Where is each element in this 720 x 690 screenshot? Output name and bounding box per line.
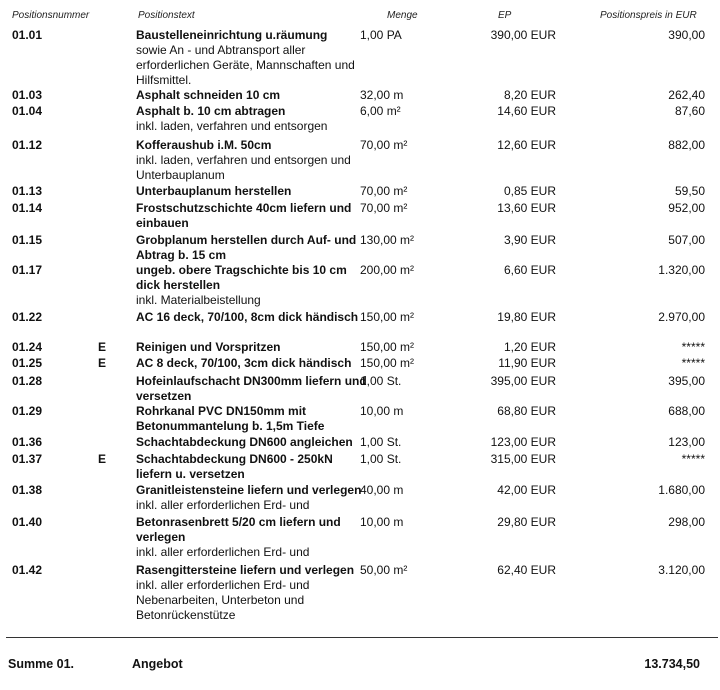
position-price: 1.680,00 <box>658 483 705 497</box>
position-title: Rasengittersteine liefern und verlegen <box>136 563 355 577</box>
position-number: 01.29 <box>12 404 43 418</box>
position-price: 298,00 <box>668 515 705 529</box>
position-title: Granitleistensteine liefern und verlegen <box>136 483 362 497</box>
position-text <box>136 483 368 513</box>
position-text <box>136 104 368 134</box>
position-unit-price: 6,60 EUR <box>503 263 556 277</box>
position-number: 01.01 <box>12 28 43 42</box>
position-mark: E <box>98 452 107 466</box>
position-price: ***** <box>681 356 705 370</box>
header-unit-price: EP <box>498 10 512 21</box>
position-unit-price: 11,90 EUR <box>498 356 556 370</box>
position-unit-price: 1,20 EUR <box>503 340 556 354</box>
position-number: 01.13 <box>12 184 43 198</box>
position-number: 01.03 <box>12 88 43 102</box>
position-title: Schachtabdeckung DN600 - 250kN liefern u. versetzen <box>136 452 333 481</box>
position-number: 01.25 <box>12 356 43 370</box>
position-unit-price: 13,60 EUR <box>497 201 556 215</box>
position-quantity: 130,00 m² <box>360 233 415 247</box>
position-number: 01.04 <box>12 104 43 118</box>
position-text <box>136 340 368 355</box>
position-unit-price: 42,00 EUR <box>497 483 556 497</box>
position-number: 01.42 <box>12 563 43 577</box>
position-number: 01.12 <box>12 138 43 152</box>
position-mark: E <box>98 340 107 354</box>
position-title: Grobplanum herstellen durch Auf- und Abtrag b. 15 cm <box>136 233 357 262</box>
position-title: Reinigen und Vorspritzen <box>136 340 281 354</box>
position-unit-price: 12,60 EUR <box>497 138 556 152</box>
position-price: 2.970,00 <box>658 310 705 324</box>
position-number: 01.17 <box>12 263 43 277</box>
position-description: inkl. aller erforderlichen Erd- und Nebenarbeiten, Unterbeton und Betonrückenstütze <box>136 578 310 622</box>
position-price: 882,00 <box>668 138 705 152</box>
position-text <box>136 356 368 371</box>
summary-divider <box>6 637 718 638</box>
position-text <box>136 452 368 482</box>
position-text <box>136 201 368 231</box>
position-unit-price: 29,80 EUR <box>497 515 556 529</box>
position-number: 01.37 <box>12 452 43 466</box>
position-number: 01.40 <box>12 515 43 529</box>
position-title: Kofferaushub i.M. 50cm <box>136 138 272 152</box>
position-title: ungeb. obere Tragschichte bis 10 cm dick herstellen <box>136 263 347 292</box>
position-price: 688,00 <box>668 404 705 418</box>
position-unit-price: 14,60 EUR <box>497 104 556 118</box>
position-price: 59,50 <box>674 184 705 198</box>
position-price: 390,00 <box>668 28 705 42</box>
position-quantity: 1,00 St. <box>360 435 402 449</box>
position-title: Rohrkanal PVC DN150mm mit Betonummantelung b. 1,5m Tiefe <box>136 404 325 433</box>
position-description: inkl. aller erforderlichen Erd- und <box>136 498 310 512</box>
position-quantity: 1,00 St. <box>360 374 402 388</box>
position-title: Unterbauplanum herstellen <box>136 184 292 198</box>
position-text <box>136 28 368 88</box>
position-text <box>136 263 368 308</box>
position-price: 3.120,00 <box>658 563 705 577</box>
position-unit-price: 315,00 EUR <box>490 452 556 466</box>
position-quantity: 150,00 m² <box>360 340 415 354</box>
position-title: Frostschutzschichte 40cm liefern und einbauen <box>136 201 352 230</box>
position-number: 01.24 <box>12 340 43 354</box>
position-quantity: 50,00 m² <box>360 563 408 577</box>
position-quantity: 150,00 m² <box>360 356 415 370</box>
position-description: inkl. laden, verfahren und entsorgen <box>136 119 328 133</box>
position-unit-price: 395,00 EUR <box>490 374 556 388</box>
position-quantity: 1,00 PA <box>360 28 402 42</box>
position-price: 123,00 <box>668 435 705 449</box>
position-unit-price: 0,85 EUR <box>503 184 556 198</box>
position-unit-price: 62,40 EUR <box>497 563 556 577</box>
position-unit-price: 68,80 EUR <box>497 404 556 418</box>
position-text <box>136 374 368 404</box>
position-text <box>136 404 368 434</box>
position-number: 01.36 <box>12 435 43 449</box>
position-mark: E <box>98 356 107 370</box>
position-unit-price: 123,00 EUR <box>490 435 556 449</box>
position-description: inkl. Materialbeistellung <box>136 293 261 307</box>
position-price: 507,00 <box>668 233 705 247</box>
position-title: Baustelleneinrichtung u.räumung <box>136 28 328 42</box>
position-number: 01.28 <box>12 374 43 388</box>
position-price: ***** <box>681 452 705 466</box>
position-title: AC 16 deck, 70/100, 8cm dick händisch <box>136 310 359 324</box>
position-quantity: 150,00 m² <box>360 310 415 324</box>
position-quantity: 70,00 m² <box>360 201 408 215</box>
position-quantity: 70,00 m² <box>360 184 408 198</box>
position-quantity: 10,00 m <box>360 515 404 529</box>
position-number: 01.15 <box>12 233 43 247</box>
position-quantity: 6,00 m² <box>360 104 401 118</box>
position-unit-price: 19,80 EUR <box>497 310 556 324</box>
position-quantity: 70,00 m² <box>360 138 408 152</box>
summary-label: Summe 01. <box>8 657 75 671</box>
position-title: Hofeinlaufschacht DN300mm liefern und versetzen <box>136 374 367 403</box>
position-quantity: 10,00 m <box>360 404 404 418</box>
position-price: 262,40 <box>668 88 705 102</box>
position-text <box>136 310 368 325</box>
position-number: 01.38 <box>12 483 43 497</box>
position-quantity: 32,00 m <box>360 88 404 102</box>
position-description: inkl. aller erforderlichen Erd- und <box>136 545 310 559</box>
position-price: 87,60 <box>674 104 705 118</box>
position-price: ***** <box>681 340 705 354</box>
position-description: inkl. laden, verfahren und entsorgen und Unterbauplanum <box>136 153 351 182</box>
position-title: Asphalt schneiden 10 cm <box>136 88 281 102</box>
position-text <box>136 233 368 263</box>
position-text <box>136 88 368 103</box>
position-description: sowie An - und Abtransport aller erforderlichen Geräte, Mannschaften und Hilfsmittel. <box>136 43 355 87</box>
summary-type: Angebot <box>132 657 183 671</box>
position-text <box>136 138 368 183</box>
position-unit-price: 8,20 EUR <box>503 88 556 102</box>
position-text <box>136 184 368 199</box>
position-quantity: 40,00 m <box>360 483 404 497</box>
position-text <box>136 515 368 560</box>
position-quantity: 200,00 m² <box>360 263 415 277</box>
position-text <box>136 563 368 623</box>
position-title: Asphalt b. 10 cm abtragen <box>136 104 286 118</box>
header-position-text: Positionstext <box>138 10 195 21</box>
position-text <box>136 435 368 450</box>
header-position-number: Positionsnummer <box>12 10 90 21</box>
position-price: 952,00 <box>668 201 705 215</box>
position-number: 01.22 <box>12 310 43 324</box>
position-title: Schachtabdeckung DN600 angleichen <box>136 435 353 449</box>
position-price: 1.320,00 <box>658 263 705 277</box>
position-quantity: 1,00 St. <box>360 452 402 466</box>
summary-total: 13.734,50 <box>644 657 700 671</box>
header-position-price: Positionspreis in EUR <box>600 10 697 21</box>
position-title: Betonrasenbrett 5/20 cm liefern und verlegen <box>136 515 341 544</box>
header-quantity: Menge <box>387 10 418 21</box>
position-unit-price: 3,90 EUR <box>503 233 556 247</box>
position-title: AC 8 deck, 70/100, 3cm dick händisch <box>136 356 352 370</box>
position-number: 01.14 <box>12 201 43 215</box>
position-price: 395,00 <box>668 374 705 388</box>
position-unit-price: 390,00 EUR <box>490 28 556 42</box>
